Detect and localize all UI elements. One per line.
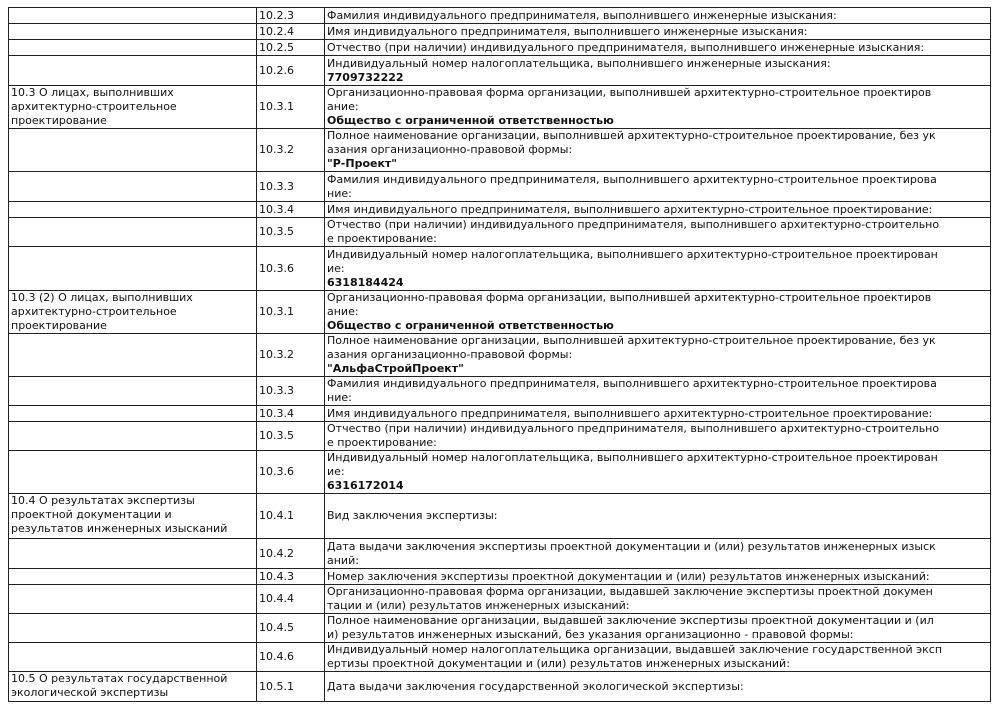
item-description (325, 8, 991, 24)
item-value: "Р-Проект" (327, 157, 398, 170)
section-cell (9, 406, 257, 422)
section-title-line: архитектурно-строительное (11, 100, 177, 113)
item-code: 10.3.2 (257, 334, 325, 377)
section-cell (9, 86, 257, 129)
section-title-line: архитектурно-строительное (11, 305, 177, 318)
description-line: ие: (327, 261, 345, 275)
description-line: аний: (327, 553, 359, 567)
description-line: ние: (327, 186, 352, 200)
item-description (325, 422, 991, 451)
table-row (9, 218, 991, 247)
item-description (325, 56, 991, 86)
description-line: азания организационно-правовой формы: (327, 348, 573, 361)
description-line: Номер заключения экспертизы проектной документации и (или) результатов инженерных изысканий: (327, 569, 930, 583)
section-cell (9, 377, 257, 406)
table-row (9, 539, 991, 569)
item-code: 10.3.5 (257, 422, 325, 451)
item-code: 10.4.4 (257, 585, 325, 614)
section-cell (9, 247, 257, 291)
item-description (325, 569, 991, 585)
description-line: Индивидуальный номер налогоплательщика, выполнившего архитектурно-строительное проектирован (327, 247, 938, 261)
item-code: 10.2.6 (257, 56, 325, 86)
section-cell (9, 40, 257, 56)
item-code: 10.3.5 (257, 218, 325, 247)
table-row (9, 129, 991, 172)
section-title-line: 10.4 О результатах экспертизы (11, 494, 195, 507)
item-value: "АльфаСтройПроект" (327, 362, 464, 375)
item-value: Общество с ограниченной ответственностью (327, 114, 614, 127)
table-row (9, 24, 991, 40)
section-cell (9, 451, 257, 494)
item-description (325, 494, 991, 539)
section-title-line: 10.5 О результатах государственной (11, 672, 228, 685)
table-row (9, 377, 991, 406)
description-line: Отчество (при наличии) индивидуального предпринимателя, выполнившего архитектурно-строительно (327, 422, 940, 435)
description-line: Полное наименование организации, выдавшей заключение экспертизы проектной документации и (ил (327, 614, 934, 627)
description-line: ание: (327, 305, 359, 318)
item-description (325, 172, 991, 202)
section-title-line: результатов инженерных изысканий (11, 522, 228, 535)
item-code: 10.4.5 (257, 614, 325, 643)
description-line: Организационно-правовая форма организации, выполнившей архитектурно-строительное проектиров (327, 291, 932, 304)
description-line: Полное наименование организации, выполнившей архитектурно-строительное проектирование, без ук (327, 334, 936, 347)
section-cell (9, 172, 257, 202)
item-code: 10.3.1 (257, 86, 325, 129)
item-code: 10.3.3 (257, 172, 325, 202)
section-cell (9, 585, 257, 614)
description-line: Организационно-правовая форма организации, выдавшей заключение экспертизы проектной докумен (327, 585, 933, 598)
description-line: Имя индивидуального предпринимателя, выполнившего архитектурно-строительное проектирование: (327, 406, 933, 420)
description-line: Дата выдачи заключения экспертизы проектной документации и (или) результатов инженерных изыск (327, 539, 936, 553)
description-line: Индивидуальный номер налогоплательщика, выполнившего инженерные изыскания: (327, 56, 831, 70)
section-title-line: проектной документации и (11, 508, 172, 521)
item-description (325, 24, 991, 40)
table-row (9, 406, 991, 422)
item-code: 10.4.6 (257, 643, 325, 672)
table-row (9, 40, 991, 56)
table-row (9, 334, 991, 377)
item-code: 10.5.1 (257, 672, 325, 702)
description-line: ание: (327, 100, 359, 113)
item-code: 10.3.2 (257, 129, 325, 172)
item-code: 10.3.6 (257, 451, 325, 494)
item-description (325, 672, 991, 702)
item-code: 10.4.1 (257, 494, 325, 539)
item-code: 10.3.1 (257, 291, 325, 334)
table-row (9, 172, 991, 202)
section-cell (9, 24, 257, 40)
item-description (325, 129, 991, 172)
section-title-line: проектирование (11, 114, 107, 127)
item-description (325, 614, 991, 643)
section-cell (9, 539, 257, 569)
item-code: 10.3.3 (257, 377, 325, 406)
section-cell (9, 8, 257, 24)
item-description (325, 539, 991, 569)
section-cell (9, 202, 257, 218)
section-cell (9, 494, 257, 539)
section-cell (9, 672, 257, 702)
item-description (325, 406, 991, 422)
item-description (325, 291, 991, 334)
table-row (9, 585, 991, 614)
section-title-line: 10.3 О лицах, выполнивших (11, 86, 174, 99)
section-cell (9, 569, 257, 585)
description-line: Индивидуальный номер налогоплательщика организации, выдавшей заключение государственной эксп (327, 643, 943, 656)
section-title-line: экологической экспертизы (11, 686, 169, 699)
item-value: 6316172014 (327, 479, 404, 492)
item-code: 10.2.3 (257, 8, 325, 24)
description-line: азания организационно-правовой формы: (327, 143, 573, 156)
section-title-line: 10.3 (2) О лицах, выполнивших (11, 291, 193, 304)
table-row (9, 643, 991, 672)
section-cell (9, 291, 257, 334)
item-value: 6318184424 (327, 275, 404, 289)
description-line: Имя индивидуального предпринимателя, выполнившего инженерные изыскания: (327, 24, 808, 38)
description-line: Полное наименование организации, выполнившей архитектурно-строительное проектирование, без ук (327, 129, 936, 142)
description-line: Отчество (при наличии) индивидуального предпринимателя, выполнившего архитектурно-строительно (327, 218, 940, 231)
description-line: Дата выдачи заключения государственной экологической экспертизы: (327, 679, 744, 693)
item-code: 10.3.4 (257, 202, 325, 218)
item-description (325, 218, 991, 247)
table-row (9, 672, 991, 702)
section-cell (9, 129, 257, 172)
item-description (325, 451, 991, 494)
table-row (9, 202, 991, 218)
section-title-line: проектирование (11, 319, 107, 332)
table-row (9, 614, 991, 643)
item-description (325, 202, 991, 218)
description-line: Фамилия индивидуального предпринимателя, выполнившего инженерные изыскания: (327, 8, 837, 22)
description-line: Организационно-правовая форма организации, выполнившей архитектурно-строительное проектиров (327, 86, 932, 99)
description-line: Отчество (при наличии) индивидуального предпринимателя, выполнившего инженерные изыскания: (327, 40, 925, 54)
table-row (9, 86, 991, 129)
item-description (325, 643, 991, 672)
item-code: 10.4.3 (257, 569, 325, 585)
description-line: ертизы проектной документации и (или) результатов инженерных изысканий: (327, 657, 790, 670)
item-code: 10.2.4 (257, 24, 325, 40)
item-value: Общество с ограниченной ответственностью (327, 319, 614, 332)
section-cell (9, 56, 257, 86)
table-row (9, 422, 991, 451)
item-code: 10.4.2 (257, 539, 325, 569)
description-line: Индивидуальный номер налогоплательщика, выполнившего архитектурно-строительное проектирован (327, 451, 938, 464)
item-description (325, 334, 991, 377)
section-cell (9, 643, 257, 672)
description-line: е проектирование: (327, 232, 437, 245)
description-line: тации и (или) результатов инженерных изысканий: (327, 599, 630, 612)
table-row (9, 451, 991, 494)
item-description (325, 377, 991, 406)
table-row (9, 494, 991, 539)
table-row (9, 8, 991, 24)
item-description (325, 86, 991, 129)
description-line: Имя индивидуального предпринимателя, выполнившего архитектурно-строительное проектирование: (327, 202, 933, 216)
section-cell (9, 422, 257, 451)
table-row (9, 56, 991, 86)
item-value: 7709732222 (327, 70, 404, 84)
item-code: 10.2.5 (257, 40, 325, 56)
document-table (8, 7, 991, 702)
table-row (9, 291, 991, 334)
description-line: Вид заключения экспертизы: (327, 509, 498, 522)
item-description (325, 247, 991, 291)
section-cell (9, 218, 257, 247)
description-line: Фамилия индивидуального предпринимателя, выполнившего архитектурно-строительное проектирова (327, 172, 937, 186)
description-line: ие: (327, 465, 345, 478)
table-row (9, 569, 991, 585)
item-code: 10.3.6 (257, 247, 325, 291)
description-line: Фамилия индивидуального предпринимателя, выполнившего архитектурно-строительное проектирова (327, 377, 937, 390)
description-line: ние: (327, 391, 352, 404)
table-row (9, 247, 991, 291)
section-cell (9, 614, 257, 643)
item-description (325, 40, 991, 56)
item-code: 10.3.4 (257, 406, 325, 422)
description-line: е проектирование: (327, 436, 437, 449)
description-line: и) результатов инженерных изысканий, без указания организационно - правовой формы: (327, 628, 854, 641)
item-description (325, 585, 991, 614)
section-cell (9, 334, 257, 377)
